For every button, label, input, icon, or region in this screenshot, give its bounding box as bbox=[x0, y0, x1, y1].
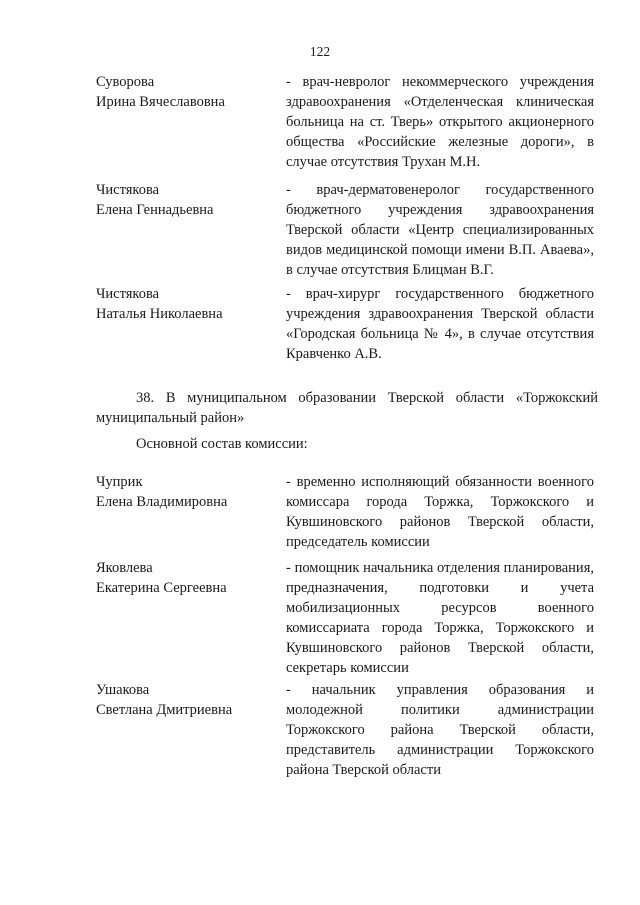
member-given-names: Елена Геннадьевна bbox=[96, 202, 214, 218]
member-given-names: Наталья Николаевна bbox=[96, 306, 223, 322]
member-surname: Ушакова bbox=[96, 682, 150, 698]
member-given-names: Ирина Вячеславовна bbox=[96, 94, 225, 110]
page-number: 122 bbox=[309, 44, 331, 59]
member-role: - помощник начальника отделения планирования, предназначения, подготовки и учета мобилизационных ресурсов военного комиссариата города Торжка, Торжокского и Кувшиновского районов Тверской области, секретарь комиссии bbox=[286, 560, 594, 676]
member-name bbox=[96, 284, 286, 324]
member-surname: Чуприк bbox=[96, 474, 143, 490]
member-role: - временно исполняющий обязанности военного комиссара города Торжка, Торжокского и Кувшиновского районов Тверской области, председатель комиссии bbox=[286, 474, 594, 550]
member-surname: Яковлева bbox=[96, 560, 153, 576]
member-role: - врач-хирург государственного бюджетного учреждения здравоохранения Тверской области «Городская больница № 4», в случае отсутствия Кравченко А.В. bbox=[286, 286, 594, 362]
member-surname: Суворова bbox=[96, 74, 155, 90]
member-name bbox=[96, 472, 286, 512]
member-name bbox=[96, 72, 286, 112]
member-name bbox=[96, 180, 286, 220]
member-name bbox=[96, 558, 286, 598]
member-given-names: Екатерина Сергеевна bbox=[96, 580, 227, 596]
section-heading-paragraph: 38. В муниципальном образовании Тверской области «Торжокский муниципальный район» bbox=[96, 390, 598, 426]
commission-composition-heading: Основной состав комиссии: bbox=[136, 436, 308, 452]
member-given-names: Елена Владимировна bbox=[96, 494, 228, 510]
member-role: - начальник управления образования и молодежной политики администрации Торжокского района Тверской области, представитель администрации Торжокского района Тверской области bbox=[286, 682, 594, 778]
member-role: - врач-дерматовенеролог государственного бюджетного учреждения здравоохранения Тверской области «Центр специализированных видов медицинской помощи имени В.П. Аваева», в случае отсутствия Блицман В.Г. bbox=[286, 182, 594, 278]
member-surname: Чистякова bbox=[96, 286, 160, 302]
member-name bbox=[96, 680, 286, 720]
member-surname: Чистякова bbox=[96, 182, 160, 198]
member-role: - врач-невролог некоммерческого учреждения здравоохранения «Отделенческая клиническая больница на ст. Тверь» открытого акционерного общества «Российские железные дороги», в случае отсутствия Трухан М.Н. bbox=[286, 74, 594, 170]
member-given-names: Светлана Дмитриевна bbox=[96, 702, 233, 718]
